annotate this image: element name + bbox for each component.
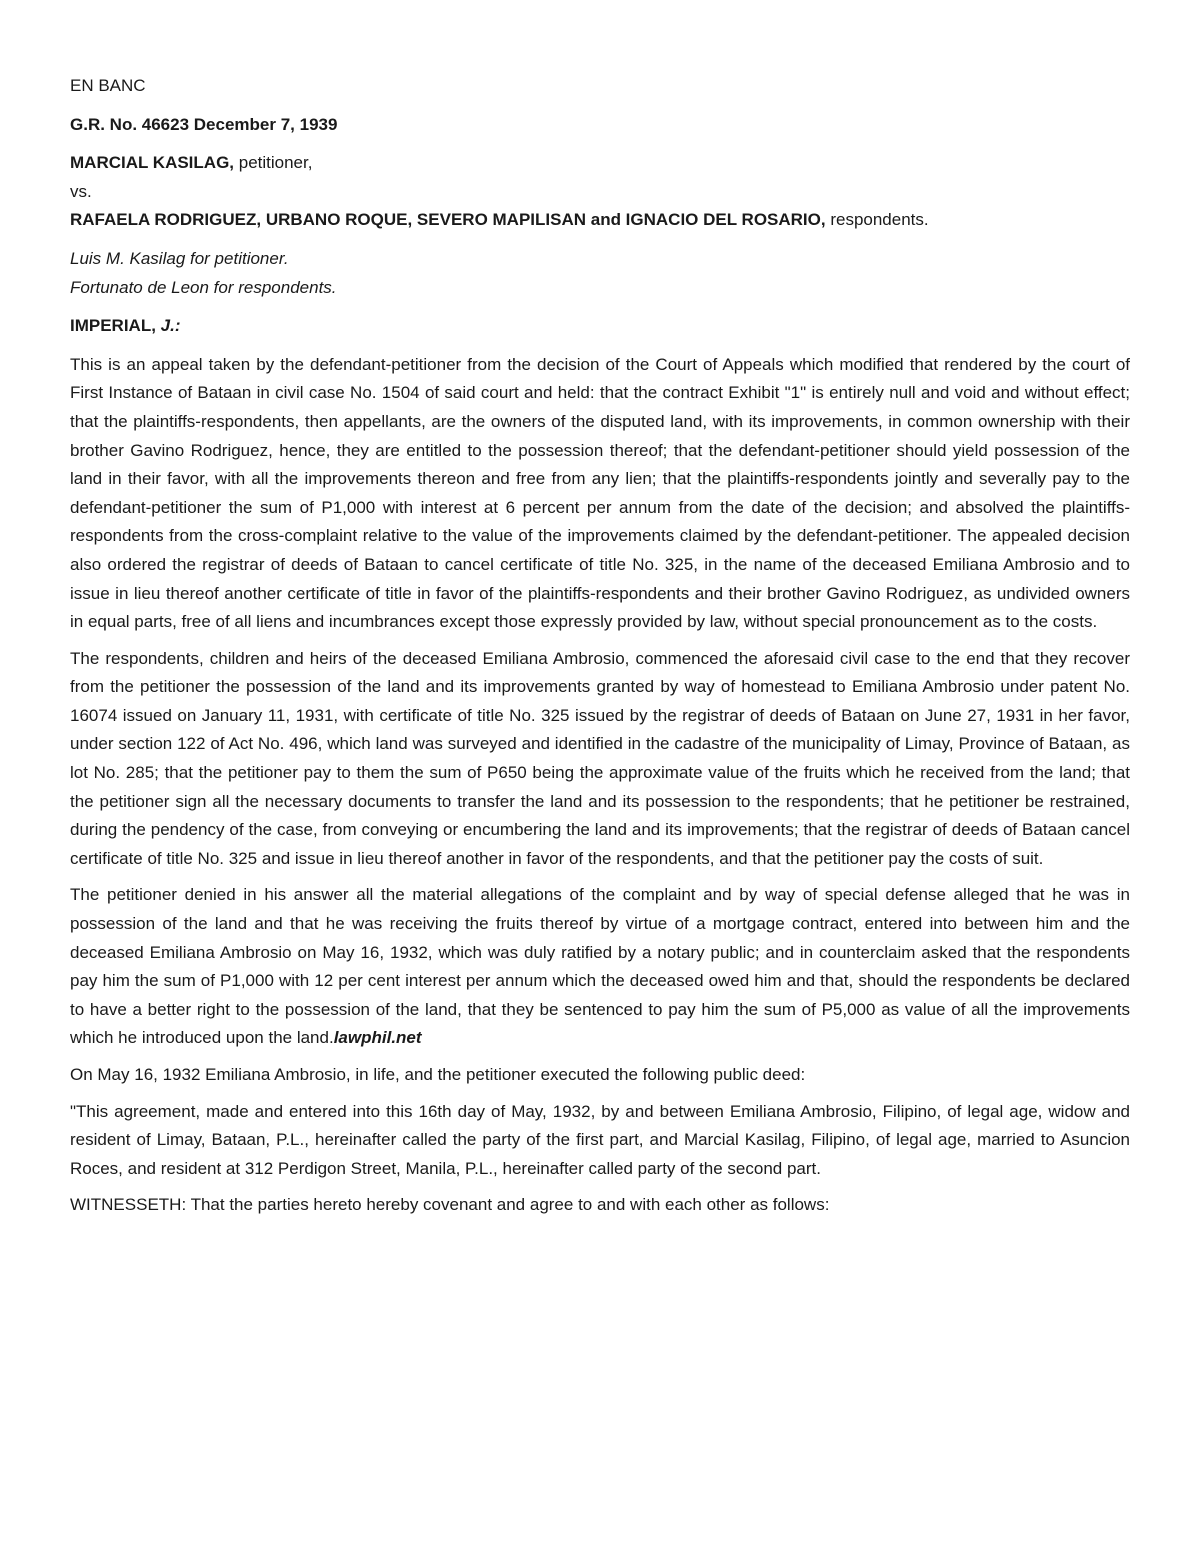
ponente — [70, 312, 1130, 341]
respondents-names: RAFAELA RODRIGUEZ, URBANO ROQUE, SEVERO MAPILISAN and IGNACIO DEL ROSARIO, — [70, 210, 826, 230]
paragraph-4: On May 16, 1932 Emiliana Ambrosio, in life, and the petitioner executed the following public deed: — [70, 1065, 806, 1084]
case-number-text: G.R. No. 46623 December 7, 1939 — [70, 114, 338, 134]
paragraph-5: "This agreement, made and entered into this 16th day of May, 1932, by and between Emiliana Ambrosio, Filipino, of legal age, widow and resident of Limay, Bataan, P.L., hereinafter called the party of the first part, and Marcial Kasilag, Filipino, of legal age, married to Asuncion Roces, and resident at 312 Perdigon Street, Manila, P.L., hereinafter called party of the second part. — [70, 1101, 1130, 1178]
petitioner-name: MARCIAL KASILAG, — [70, 153, 235, 173]
paragraph-6: WITNESSETH: That the parties hereto hereby covenant and agree to and with each other as follows: — [70, 1195, 830, 1215]
versus: vs. — [70, 181, 92, 201]
lawphil-watermark: lawphil.net — [333, 1028, 422, 1048]
respondents-line — [70, 206, 1130, 235]
court-division: EN BANC — [70, 76, 146, 95]
counsel-for-petitioner: Luis M. Kasilag for petitioner. — [70, 248, 289, 268]
ponente-name: IMPERIAL, — [70, 316, 156, 336]
petitioner-role: petitioner, — [234, 153, 313, 173]
case-number — [70, 111, 1130, 140]
respondents-role: respondents. — [825, 210, 929, 230]
ponente-title: J.: — [155, 316, 181, 336]
petitioner-line — [70, 149, 1130, 178]
paragraph-3 — [70, 881, 1130, 1053]
paragraph-3-text: The petitioner denied in his answer all the material allegations of the complaint and by way of special defense alleged that he was in possession of the land and that he was receiving the fruits thereof by virtue of a mortgage contract, entered into between him and the deceased Emiliana Ambrosio on May 16, 1932, which was duly ratified by a notary public; and in counterclaim asked that the respondents pay him the sum of P1,000 with 12 per cent interest per annum which the deceased owed him and that, should the respondents be declared to have a better right to the possession of the land, that they be sentenced to pay him the sum of P5,000 as value of all the improvements which he introduced upon the land. — [70, 885, 1130, 1048]
paragraph-2: The respondents, children and heirs of the deceased Emiliana Ambrosio, commenced the aforesaid civil case to the end that they recover from the petitioner the possession of the land and its improvements granted by way of homestead to Emiliana Ambrosio under patent No. 16074 issued on January 11, 1931, with certificate of title No. 325 issued by the registrar of deeds of Bataan on June 27, 1931 in her favor, under section 122 of Act No. 496, which land was surveyed and identified in the cadastre of the municipality of Limay, Province of Bataan, as lot No. 285; that the petitioner pay to them the sum of P650 being the approximate value of the fruits which he received from the land; that the petitioner sign all the necessary documents to transfer the land and its possession to the respondents; that he petitioner be restrained, during the pendency of the case, from conveying or encumbering the land and its improvements; that the registrar of deeds of Bataan cancel certificate of title No. 325 and issue in lieu thereof another in favor of the respondents, and that the petitioner pay the costs of suit. — [70, 648, 1130, 868]
paragraph-1: This is an appeal taken by the defendant-petitioner from the decision of the Court of Appeals which modified that rendered by the court of First Instance of Bataan in civil case No. 1504 of said court and held: that the contract Exhibit "1" is entirely null and void and without effect; that the plaintiffs-respondents, then appellants, are the owners of the disputed land, with its improvements, in common ownership with their brother Gavino Rodriguez, hence, they are entitled to the possession thereof; that the defendant-petitioner should yield possession of the land in their favor, with all the improvements thereon and free from any lien; that the plaintiffs-respondents jointly and severally pay to the defendant-petitioner the sum of P1,000 with interest at 6 percent per annum from the date of the decision; and absolved the plaintiffs-respondents from the cross-complaint relative to the value of the improvements claimed by the defendant-petitioner. The appealed decision also ordered the registrar of deeds of Bataan to cancel certificate of title No. 325, in the name of the deceased Emiliana Ambrosio and to issue in lieu thereof another certificate of title in favor of the plaintiffs-respondents and their brother Gavino Rodriguez, as undivided owners in equal parts, free of all liens and incumbrances except those expressly provided by law, without special pronouncement as to the costs. — [70, 354, 1130, 632]
counsel-for-respondents: Fortunato de Leon for respondents. — [70, 277, 337, 297]
document-page — [70, 72, 1130, 1228]
